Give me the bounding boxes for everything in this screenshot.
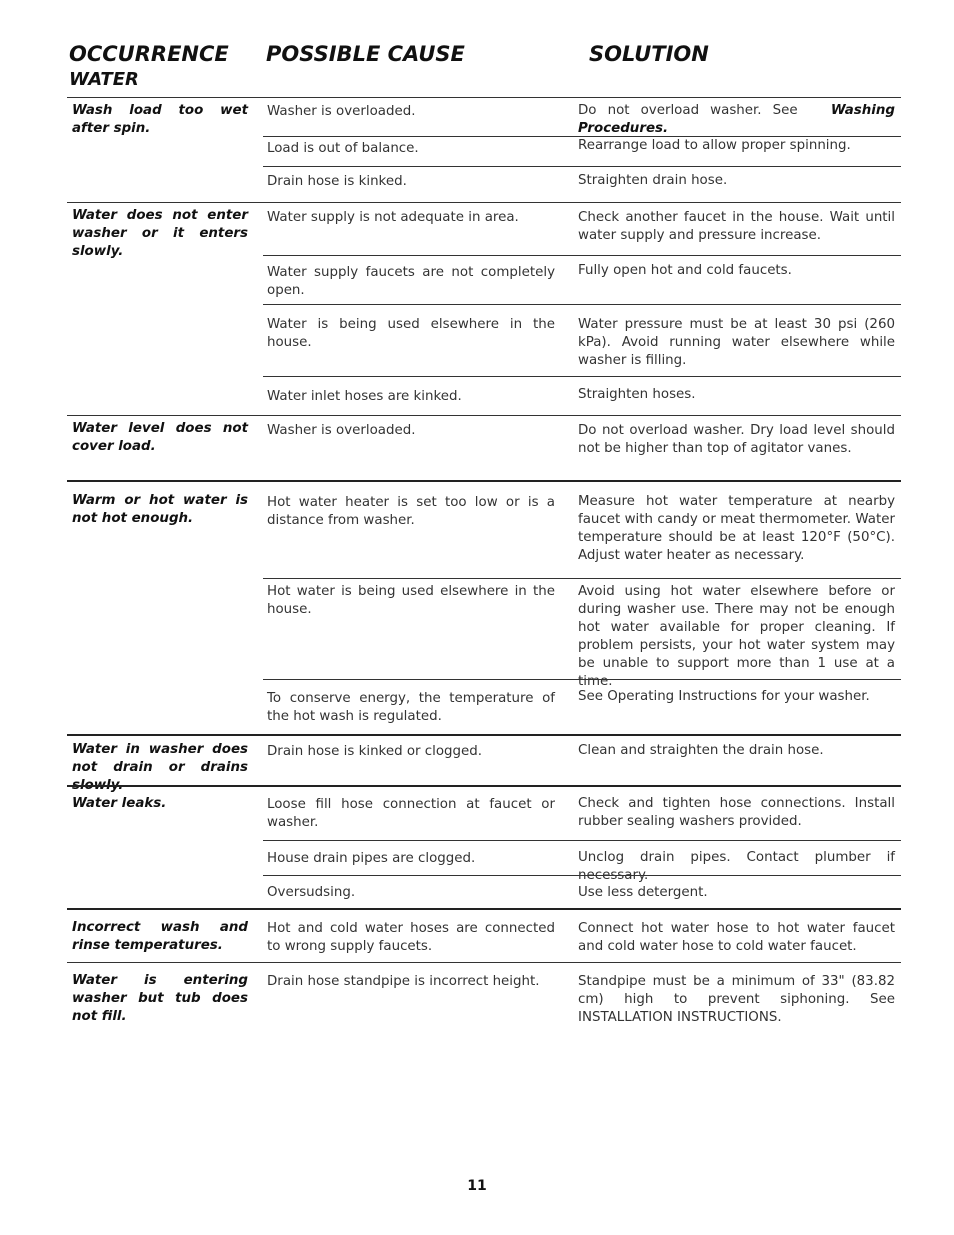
possible-cause-header: POSSIBLE CAUSE bbox=[266, 42, 465, 66]
cause-text: Oversudsing. bbox=[267, 885, 356, 900]
cause-text: Water supply is not adequate in area. bbox=[267, 210, 519, 225]
cause-solution-row bbox=[263, 679, 901, 736]
solution-text: Straighten hoses. bbox=[578, 387, 696, 402]
troubleshoot-group bbox=[67, 97, 901, 203]
cause-text: Hot water heater is set too low or is a distance from washer. bbox=[267, 495, 555, 528]
solution-text: Check and tighten hose connections. Install rubber sealing washers provided. bbox=[578, 796, 895, 829]
cause-solution-row bbox=[263, 875, 901, 910]
solution-text: Rearrange load to allow proper spinning. bbox=[578, 138, 851, 153]
solution-text: Measure hot water temperature at nearby faucet with candy or meat thermometer. Water temperature should be at least 120°F (50°C). Adjust water heater as necessary. bbox=[578, 494, 895, 563]
solution-header: SOLUTION bbox=[589, 42, 709, 66]
solution-text: Water pressure must be at least 30 psi (260 kPa). Avoid running water elsewhere while washer is filling. bbox=[578, 317, 895, 368]
troubleshoot-group bbox=[67, 480, 901, 736]
occurrence-text: Water is entering washer but tub does not fill. bbox=[72, 973, 248, 1024]
cause-text: Washer is overloaded. bbox=[267, 423, 416, 438]
cause-solution-row bbox=[263, 255, 901, 305]
solution-reference: Washing Procedures. bbox=[578, 103, 895, 136]
occurrence-text: Water level does not cover load. bbox=[72, 421, 248, 454]
cause-text: Drain hose standpipe is incorrect height. bbox=[267, 974, 540, 989]
page-number: 11 bbox=[467, 1178, 487, 1194]
cause-text: Water is being used elsewhere in the house. bbox=[267, 317, 555, 350]
cause-text: Washer is overloaded. bbox=[267, 104, 416, 119]
solution-text: Use less detergent. bbox=[578, 885, 708, 900]
cause-text: Drain hose is kinked or clogged. bbox=[267, 744, 483, 759]
cause-solution-row bbox=[263, 787, 901, 840]
cause-text: Hot and cold water hoses are connected to wrong supply faucets. bbox=[267, 921, 555, 954]
solution-text: Standpipe must be a minimum of 33" (83.82 cm) high to prevent siphoning. See INSTALLATION INSTRUCTIONS. bbox=[578, 974, 895, 1025]
cause-solution-row bbox=[263, 203, 901, 255]
cause-solution-row bbox=[263, 304, 901, 377]
cause-text: Water supply faucets are not completely open. bbox=[267, 265, 555, 298]
cause-solution-row bbox=[263, 98, 901, 136]
troubleshoot-group bbox=[67, 202, 901, 416]
troubleshoot-group bbox=[67, 962, 901, 1033]
cause-solution-row bbox=[263, 578, 901, 689]
cause-solution-row bbox=[263, 840, 901, 883]
cause-solution-row bbox=[263, 482, 901, 578]
cause-text: Loose fill hose connection at faucet or washer. bbox=[267, 797, 555, 830]
cause-text: House drain pipes are clogged. bbox=[267, 851, 476, 866]
solution-text: Check another faucet in the house. Wait until water supply and pressure increase. bbox=[578, 210, 895, 243]
solution-text: Straighten drain hose. bbox=[578, 173, 728, 188]
cause-solution-row bbox=[263, 736, 901, 786]
cause-text: Load is out of balance. bbox=[267, 141, 419, 156]
solution-main: Do not overload washer. See bbox=[578, 103, 798, 118]
occurrence-text: Wash load too wet after spin. bbox=[72, 103, 248, 136]
solution-text: Do not overload washer. Dry load level should not be higher than top of agitator vanes. bbox=[578, 423, 895, 456]
cause-solution-row bbox=[263, 166, 901, 203]
occurrence-header: OCCURRENCE bbox=[69, 42, 229, 66]
occurrence-text: Water does not enter washer or it enters slowly. bbox=[72, 208, 248, 259]
cause-text: Hot water is being used elsewhere in the house. bbox=[267, 584, 555, 617]
solution-text bbox=[578, 102, 895, 138]
troubleshoot-group bbox=[67, 908, 901, 964]
solution-text: Fully open hot and cold faucets. bbox=[578, 263, 792, 278]
solution-text: Clean and straighten the drain hose. bbox=[578, 743, 824, 758]
occurrence-text: Warm or hot water is not hot enough. bbox=[72, 493, 248, 526]
cause-text: Water inlet hoses are kinked. bbox=[267, 389, 462, 404]
troubleshoot-group bbox=[67, 785, 901, 910]
cause-solution-row bbox=[263, 963, 901, 1033]
cause-text: To conserve energy, the temperature of the hot wash is regulated. bbox=[267, 691, 555, 724]
cause-solution-row bbox=[263, 136, 901, 167]
solution-text: Avoid using hot water elsewhere before or during washer use. There may not be enough hot water available for proper cleaning. If problem persists, your hot water system may be unable to support more than 1 use at a time. bbox=[578, 584, 895, 689]
cause-text: Drain hose is kinked. bbox=[267, 174, 407, 189]
cause-solution-row bbox=[263, 376, 901, 416]
solution-text: Unclog drain pipes. Contact plumber if necessary. bbox=[578, 850, 895, 883]
cause-solution-row bbox=[263, 910, 901, 963]
section-title: WATER bbox=[69, 69, 139, 90]
troubleshoot-group bbox=[67, 415, 901, 481]
troubleshoot-group bbox=[67, 734, 901, 793]
occurrence-text: Incorrect wash and rinse temperatures. bbox=[72, 920, 248, 953]
cause-solution-row bbox=[263, 416, 901, 480]
solution-text: See Operating Instructions for your washer. bbox=[578, 689, 870, 704]
occurrence-text: Water leaks. bbox=[72, 796, 167, 811]
solution-text: Connect hot water hose to hot water faucet and cold water hose to cold water faucet. bbox=[578, 921, 895, 954]
occurrence-text: Water in washer does not drain or drains slowly. bbox=[72, 742, 248, 793]
